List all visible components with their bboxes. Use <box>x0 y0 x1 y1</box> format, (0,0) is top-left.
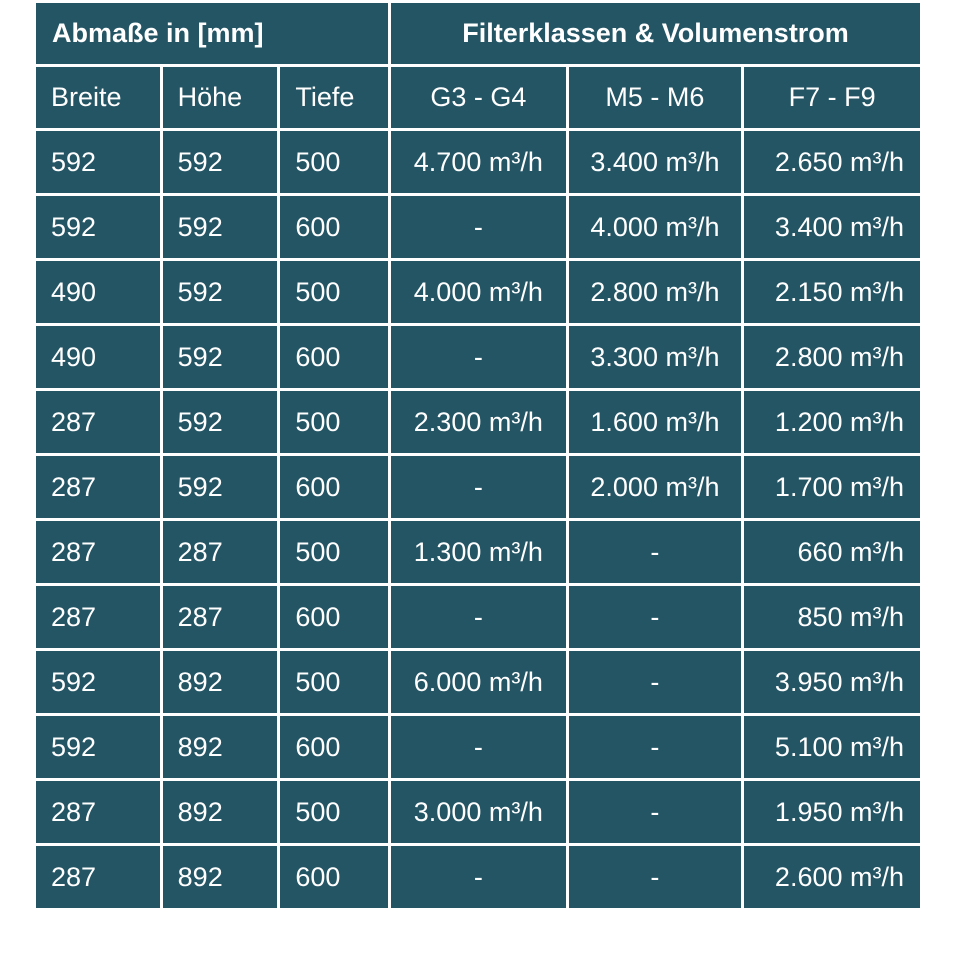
cell-f7-f9: 1.200 m³/h <box>744 391 920 453</box>
cell-tiefe: 600 <box>280 196 388 258</box>
table-row <box>36 196 920 258</box>
column-header-tiefe: Tiefe <box>280 67 388 128</box>
cell-breite: 592 <box>36 716 160 778</box>
cell-tiefe: 500 <box>280 651 388 713</box>
cell-tiefe: 500 <box>280 521 388 583</box>
cell-hoehe: 892 <box>163 781 278 843</box>
cell-m5-m6: - <box>569 651 742 713</box>
cell-f7-f9: 2.800 m³/h <box>744 326 920 388</box>
cell-m5-m6: - <box>569 716 742 778</box>
cell-g3-g4: 4.000 m³/h <box>391 261 566 323</box>
cell-breite: 592 <box>36 196 160 258</box>
cell-f7-f9: 850 m³/h <box>744 586 920 648</box>
table-row <box>36 781 920 843</box>
cell-m5-m6: 3.300 m³/h <box>569 326 742 388</box>
table-row <box>36 131 920 193</box>
filter-spec-table-container <box>36 3 920 908</box>
cell-tiefe: 500 <box>280 261 388 323</box>
table-row <box>36 456 920 518</box>
cell-g3-g4: 3.000 m³/h <box>391 781 566 843</box>
cell-breite: 287 <box>36 391 160 453</box>
cell-hoehe: 892 <box>163 716 278 778</box>
table-row <box>36 261 920 323</box>
column-header-g3-g4: G3 - G4 <box>391 67 566 128</box>
cell-tiefe: 600 <box>280 456 388 518</box>
cell-g3-g4: 4.700 m³/h <box>391 131 566 193</box>
table-row <box>36 586 920 648</box>
cell-f7-f9: 2.150 m³/h <box>744 261 920 323</box>
cell-breite: 592 <box>36 651 160 713</box>
cell-m5-m6: 2.000 m³/h <box>569 456 742 518</box>
cell-m5-m6: - <box>569 521 742 583</box>
table-row <box>36 521 920 583</box>
cell-hoehe: 892 <box>163 651 278 713</box>
cell-g3-g4: - <box>391 586 566 648</box>
cell-m5-m6: 1.600 m³/h <box>569 391 742 453</box>
dimensions-group-header: Abmaße in [mm] <box>36 3 388 64</box>
cell-hoehe: 892 <box>163 846 278 908</box>
cell-f7-f9: 1.950 m³/h <box>744 781 920 843</box>
table-row <box>36 391 920 453</box>
cell-hoehe: 287 <box>163 521 278 583</box>
cell-g3-g4: 6.000 m³/h <box>391 651 566 713</box>
cell-breite: 490 <box>36 326 160 388</box>
column-header-m5-m6: M5 - M6 <box>569 67 742 128</box>
cell-tiefe: 500 <box>280 131 388 193</box>
cell-hoehe: 592 <box>163 131 278 193</box>
cell-tiefe: 500 <box>280 391 388 453</box>
cell-m5-m6: 2.800 m³/h <box>569 261 742 323</box>
column-header-row <box>36 67 920 128</box>
table-row <box>36 326 920 388</box>
cell-f7-f9: 3.400 m³/h <box>744 196 920 258</box>
cell-g3-g4: 2.300 m³/h <box>391 391 566 453</box>
cell-g3-g4: - <box>391 456 566 518</box>
cell-breite: 287 <box>36 521 160 583</box>
cell-m5-m6: - <box>569 586 742 648</box>
cell-tiefe: 600 <box>280 326 388 388</box>
column-header-hoehe: Höhe <box>163 67 278 128</box>
cell-breite: 490 <box>36 261 160 323</box>
group-header-row <box>36 3 920 64</box>
cell-m5-m6: 3.400 m³/h <box>569 131 742 193</box>
cell-breite: 287 <box>36 781 160 843</box>
cell-g3-g4: 1.300 m³/h <box>391 521 566 583</box>
cell-breite: 287 <box>36 456 160 518</box>
cell-breite: 287 <box>36 586 160 648</box>
cell-f7-f9: 3.950 m³/h <box>744 651 920 713</box>
cell-hoehe: 287 <box>163 586 278 648</box>
cell-m5-m6: 4.000 m³/h <box>569 196 742 258</box>
cell-m5-m6: - <box>569 846 742 908</box>
cell-g3-g4: - <box>391 196 566 258</box>
cell-g3-g4: - <box>391 716 566 778</box>
table-row <box>36 846 920 908</box>
column-header-f7-f9: F7 - F9 <box>744 67 920 128</box>
cell-g3-g4: - <box>391 326 566 388</box>
filter-spec-table <box>33 0 923 911</box>
cell-hoehe: 592 <box>163 261 278 323</box>
cell-hoehe: 592 <box>163 196 278 258</box>
cell-hoehe: 592 <box>163 391 278 453</box>
cell-f7-f9: 2.600 m³/h <box>744 846 920 908</box>
cell-hoehe: 592 <box>163 326 278 388</box>
cell-f7-f9: 2.650 m³/h <box>744 131 920 193</box>
cell-breite: 287 <box>36 846 160 908</box>
cell-tiefe: 600 <box>280 846 388 908</box>
cell-tiefe: 500 <box>280 781 388 843</box>
cell-tiefe: 600 <box>280 716 388 778</box>
cell-g3-g4: - <box>391 846 566 908</box>
table-row <box>36 716 920 778</box>
cell-m5-m6: - <box>569 781 742 843</box>
cell-tiefe: 600 <box>280 586 388 648</box>
cell-breite: 592 <box>36 131 160 193</box>
cell-hoehe: 592 <box>163 456 278 518</box>
cell-f7-f9: 5.100 m³/h <box>744 716 920 778</box>
cell-f7-f9: 1.700 m³/h <box>744 456 920 518</box>
filters-group-header: Filterklassen & Volumenstrom <box>391 3 920 64</box>
column-header-breite: Breite <box>36 67 160 128</box>
cell-f7-f9: 660 m³/h <box>744 521 920 583</box>
table-row <box>36 651 920 713</box>
